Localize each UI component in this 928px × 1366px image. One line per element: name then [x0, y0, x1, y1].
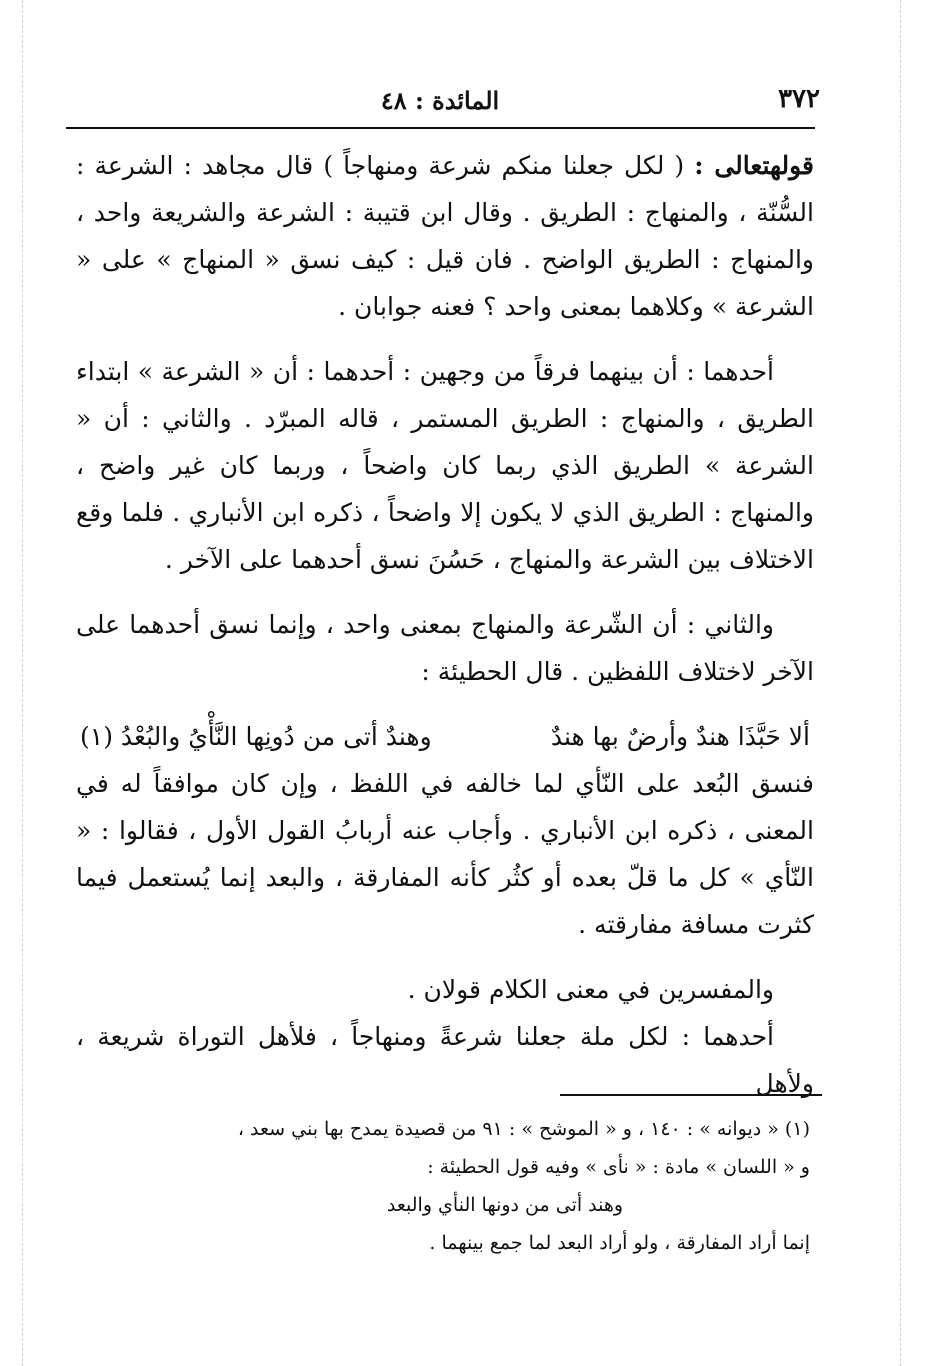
paragraph-3: والثاني : أن الشّرعة والمنهاج بمعنى واحد ، وإنما نسق أحدهما على الآخر لاختلاف اللفظين . قال الحطيئة :	[76, 610, 814, 686]
page-edge-left	[22, 0, 23, 1366]
footnotes	[80, 1110, 810, 1262]
header-rule	[66, 127, 815, 129]
footnote-1-line-3: إنما أراد المفارقة ، ولو أراد البعد لما جمع بينهما .	[429, 1232, 810, 1254]
footnote-1-line-2: و « اللسان » مادة : « نأى » وفيه قول الحطيئة :	[427, 1156, 810, 1178]
footnote-rule	[560, 1094, 822, 1096]
paragraph-1	[76, 142, 814, 330]
paragraph-4: فنسق البُعد على النّأي لما خالفه في اللفظ ، وإن كان موافقاً له في المعنى ، ذكره ابن الأنباري . وأجاب عنه أربابُ القول الأول ، فقالوا : « النّأي » كل ما قلّ بعده أو كثُر كأنه المفارقة ، والبعد إنما يُستعمل فيما كثرت مسافة مفارقته .	[76, 769, 814, 939]
footnote-1-line-1: (١) « ديوانه » : ١٤٠ ، و « الموشح » : ٩١ من قصيدة يمدح بها بني سعد ،	[237, 1118, 810, 1140]
verse-second-hemistich: وهندٌ أتى من دُونِها النَّأْيُ والبُعْدُ (١)	[80, 722, 432, 751]
page-edge-right	[900, 0, 901, 1366]
poetry-verse	[76, 713, 814, 760]
page-header	[60, 84, 820, 124]
paragraph-6: أحدهما : لكل ملة جعلنا شرعةً ومنهاجاً ، فلأهل التوراة شريعة ، ولأهل	[76, 1022, 814, 1098]
page-number: ٣٧٢	[778, 84, 820, 114]
footnote-1-verse: وهند أتى من دونها النأي والبعد	[386, 1194, 624, 1216]
paragraph-2: أحدهما : أن بينهما فرقاً من وجهين : أحدهما : أن « الشرعة » ابتداء الطريق ، والمنهاج : الطريق المستمر ، قاله المبرّد . والثاني : أن « الشرعة » الطريق الذي ربما كان واضحاً ، وربما كان غير واضح ، والمنهاج : الطريق الذي لا يكون إلا واضحاً ، ذكره ابن الأنباري . فلما وقع الاختلاف بين الشرعة والمنهاج ، حَسُنَ نسق أحدهما على الآخر .	[76, 357, 814, 574]
main-text	[76, 142, 814, 1107]
paragraph-5: والمفسرين في معنى الكلام قولان .	[407, 975, 774, 1004]
running-title: المائدة : ٤٨	[380, 86, 500, 115]
paragraph-1-lead: قولهتعالى :	[694, 151, 814, 180]
verse-first-hemistich: ألا حَبَّذَا هندٌ وأرضٌ بها هندٌ	[550, 722, 810, 751]
paragraph-1-text: ( لكل جعلنا منكم شرعة ومنهاجاً ) قال مجاهد : الشرعة : السُّنّة ، والمنهاج : الطريق . وقال ابن قتيبة : الشرعة والشريعة واحد ، والمنهاج : الطريق الواضح . فان قيل : كيف نسق « المنهاج » على « الشرعة » وكلاهما بمعنى واحد ؟ فعنه جوابان .	[76, 151, 814, 321]
